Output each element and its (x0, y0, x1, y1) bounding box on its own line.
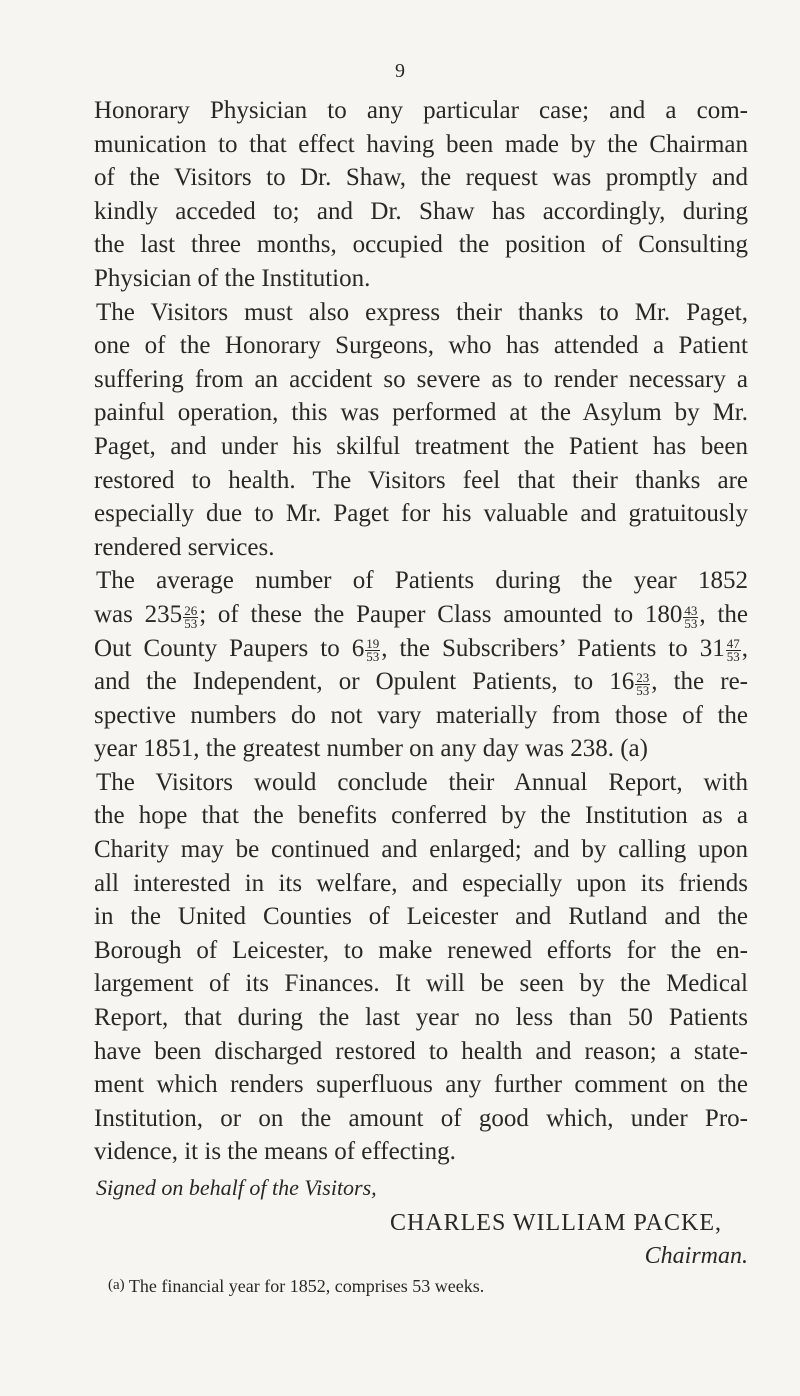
text-line: rendered services. (94, 533, 275, 561)
text-line: one of the Honorary Surgeons, who has attended a Patient (94, 332, 748, 360)
text-line-with-fractions (94, 665, 748, 699)
text-line: Report, that during the last year no less than 50 Patients (94, 1004, 748, 1032)
text-line: munication to that effect having been made by the Chairman (94, 130, 748, 158)
text-line: restored to health. The Visitors feel that their thanks are (94, 466, 748, 494)
text-line: year 1851, the greatest number on any day was 238. (a) (94, 735, 648, 763)
fraction (726, 638, 741, 663)
text-line: Physician of the Institution. (94, 264, 371, 292)
text-segment: , the (699, 600, 748, 628)
text-line: The Visitors would conclude their Annual Report, with (96, 768, 748, 796)
fraction-numerator: 23 (636, 669, 650, 685)
page-number: 9 (395, 60, 405, 82)
text-line: Institution, or on the amount of good which, under Pro- (94, 1104, 748, 1132)
fraction-denominator: 53 (726, 649, 740, 665)
signature-intro: Signed on behalf of the Visitors, (96, 1175, 377, 1200)
fraction-numerator: 26 (184, 602, 198, 618)
text-line: all interested in its welfare, and especially upon its friends (94, 869, 748, 897)
text-line: ment which renders superfluous any further comment on the (94, 1071, 748, 1099)
text-line: painful operation, this was performed at the Asylum by Mr. (94, 399, 748, 427)
fraction (683, 602, 698, 631)
footnote (94, 1274, 748, 1297)
signature-title: Chairman. (644, 1243, 748, 1270)
text-line: Borough of Leicester, to make renewed efforts for the en- (94, 936, 748, 964)
fraction (365, 638, 380, 663)
fraction-numerator: 47 (726, 636, 740, 652)
text-line: in the United Counties of Leicester and Rutland and the (94, 903, 748, 931)
text-line: kindly acceded to; and Dr. Shaw has accordingly, during (94, 197, 748, 225)
text-line: especially due to Mr. Paget for his valuable and gratuitously (94, 500, 748, 528)
text-line: The Visitors must also express their thanks to Mr. Paget, (96, 298, 748, 326)
text-line: The average number of Patients during the year 1852 (96, 567, 748, 595)
text-segment: and the Independent, or Opulent Patients, to 16 (94, 668, 635, 696)
text-line: vidence, it is the means of effecting. (94, 1138, 456, 1166)
fraction-numerator: 19 (366, 636, 380, 652)
signature-name: CHARLES WILLIAM PACKE, (389, 1209, 722, 1236)
fraction (635, 669, 650, 698)
text-line-with-fractions (94, 632, 748, 666)
fraction (183, 602, 198, 631)
text-segment: Out County Paupers to 6 (94, 634, 365, 662)
text-line: spective numbers do not vary materially from those of the (94, 701, 748, 729)
text-line: Paget, and under his skilful treatment the Patient has been (94, 432, 748, 460)
footnote-mark: (a) (108, 1276, 125, 1293)
fraction-denominator: 53 (636, 682, 650, 698)
text-segment: , (741, 634, 748, 662)
footnote-text: The financial year for 1852, comprises 53 weeks. (128, 1275, 485, 1296)
text-line: have been discharged restored to health and reason; a state- (94, 1037, 748, 1065)
text-line: the hope that the benefits conferred by the Institution as a (94, 802, 748, 830)
text-line: the last three months, occupied the position of Consulting (94, 231, 748, 259)
fraction-denominator: 53 (684, 615, 698, 631)
fraction-denominator: 53 (366, 649, 380, 665)
fraction-numerator: 43 (684, 602, 698, 618)
text-line: Charity may be continued and enlarged; and by calling upon (94, 836, 748, 864)
text-line: suffering from an accident so severe as to render necessary a (94, 365, 748, 393)
text-segment: , the Subscribers’ Patients to 31 (381, 634, 725, 662)
text-line-with-fractions (94, 598, 748, 632)
report-text (94, 94, 748, 1297)
text-segment: ; of these the Pauper Class amounted to 180 (199, 600, 683, 628)
text-line: of the Visitors to Dr. Shaw, the request was promptly and (94, 164, 748, 192)
text-segment: , the re- (651, 668, 748, 696)
text-segment: was 235 (94, 600, 183, 628)
fraction-denominator: 53 (184, 615, 198, 631)
text-line: largement of its Finances. It will be seen by the Medical (94, 970, 748, 998)
text-line: Honorary Physician to any particular case; and a com- (94, 97, 748, 124)
